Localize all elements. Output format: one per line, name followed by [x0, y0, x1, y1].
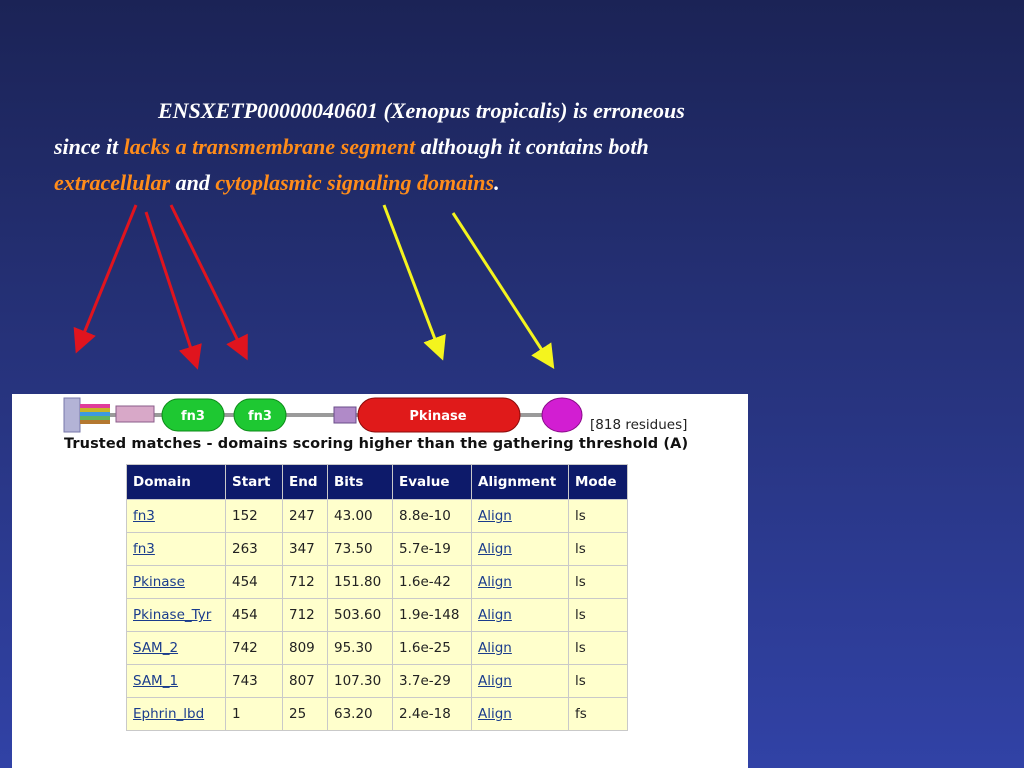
end-cell: 25	[283, 698, 328, 731]
pkinase-label: Pkinase	[409, 409, 467, 424]
fn3-label-2: fn3	[248, 409, 272, 424]
end-cell: 809	[283, 632, 328, 665]
evalue-cell: 2.4e-18	[393, 698, 472, 731]
table-row	[127, 533, 628, 566]
align-link[interactable]: Align	[478, 640, 512, 656]
pfam-panel	[12, 394, 748, 768]
bits-cell: 151.80	[328, 566, 393, 599]
col-evalue: Evalue	[393, 465, 472, 500]
evalue-cell: 1.9e-148	[393, 599, 472, 632]
text-line-2b: although it contains both	[415, 134, 649, 159]
col-mode: Mode	[569, 465, 628, 500]
align-link[interactable]: Align	[478, 574, 512, 590]
evalue-cell: 8.8e-10	[393, 500, 472, 533]
text-line-2a: since it	[54, 134, 124, 159]
domain-link[interactable]: fn3	[133, 541, 155, 557]
bits-cell: 63.20	[328, 698, 393, 731]
end-cell: 712	[283, 566, 328, 599]
mode-cell: ls	[569, 665, 628, 698]
table-row	[127, 665, 628, 698]
col-bits: Bits	[328, 465, 393, 500]
align-link[interactable]: Align	[478, 607, 512, 623]
table-row	[127, 632, 628, 665]
align-link[interactable]: Align	[478, 541, 512, 557]
fn3-label-1: fn3	[181, 409, 205, 424]
sam-domain[interactable]	[542, 398, 582, 432]
table-row	[127, 500, 628, 533]
table-row	[127, 599, 628, 632]
bits-cell: 503.60	[328, 599, 393, 632]
end-cell: 807	[283, 665, 328, 698]
yellow-arrow-2	[453, 213, 551, 364]
ephrin-lbd-block	[64, 398, 154, 432]
bits-cell: 43.00	[328, 500, 393, 533]
mode-cell: ls	[569, 500, 628, 533]
end-cell: 347	[283, 533, 328, 566]
bits-cell: 107.30	[328, 665, 393, 698]
bits-cell: 73.50	[328, 533, 393, 566]
start-cell: 263	[226, 533, 283, 566]
end-cell: 712	[283, 599, 328, 632]
evalue-cell: 1.6e-25	[393, 632, 472, 665]
residue-count: [818 residues]	[590, 417, 688, 433]
start-cell: 454	[226, 566, 283, 599]
align-link[interactable]: Align	[478, 673, 512, 689]
mode-cell: ls	[569, 599, 628, 632]
table-row	[127, 566, 628, 599]
mode-cell: fs	[569, 698, 628, 731]
domain-link[interactable]: Pkinase_Tyr	[133, 607, 212, 623]
col-domain: Domain	[127, 465, 226, 500]
evalue-cell: 1.6e-42	[393, 566, 472, 599]
trusted-matches-heading: Trusted matches - domains scoring higher than the gathering threshold (A)	[64, 436, 689, 452]
domain-link[interactable]: SAM_1	[133, 673, 179, 689]
domain-link[interactable]: Ephrin_lbd	[133, 706, 205, 722]
col-alignment: Alignment	[472, 465, 569, 500]
mode-cell: ls	[569, 632, 628, 665]
evalue-cell: 5.7e-19	[393, 533, 472, 566]
col-end: End	[283, 465, 328, 500]
mode-cell: ls	[569, 566, 628, 599]
col-start: Start	[226, 465, 283, 500]
highlight-transmembrane: lacks a transmembrane segment	[123, 134, 416, 159]
align-link[interactable]: Align	[478, 706, 512, 722]
domain-link[interactable]: SAM_2	[133, 640, 179, 656]
start-cell: 743	[226, 665, 283, 698]
start-cell: 152	[226, 500, 283, 533]
table-header-row	[127, 465, 628, 500]
red-arrow-3	[171, 205, 245, 355]
mode-cell: ls	[569, 533, 628, 566]
table-row	[127, 698, 628, 731]
bits-cell: 95.30	[328, 632, 393, 665]
start-cell: 742	[226, 632, 283, 665]
align-link[interactable]: Align	[478, 508, 512, 524]
highlight-extracellular: extracellular	[54, 170, 171, 195]
end-cell: 247	[283, 500, 328, 533]
start-cell: 454	[226, 599, 283, 632]
text-line-1: ENSXETP00000040601 (Xenopus tropicalis) is erroneous	[158, 98, 685, 123]
text-line-3a: and	[170, 170, 216, 195]
domain-table	[126, 464, 628, 731]
domain-link[interactable]: Pkinase	[133, 574, 185, 590]
text-line-3-end: .	[494, 170, 500, 195]
red-arrow-1	[78, 205, 136, 348]
highlight-cytoplasmic: cytoplasmic signaling domains	[215, 170, 495, 195]
small-motif-block	[334, 407, 356, 423]
red-arrow-2	[146, 212, 196, 364]
start-cell: 1	[226, 698, 283, 731]
yellow-arrow-1	[384, 205, 441, 355]
domain-link[interactable]: fn3	[133, 508, 155, 524]
evalue-cell: 3.7e-29	[393, 665, 472, 698]
